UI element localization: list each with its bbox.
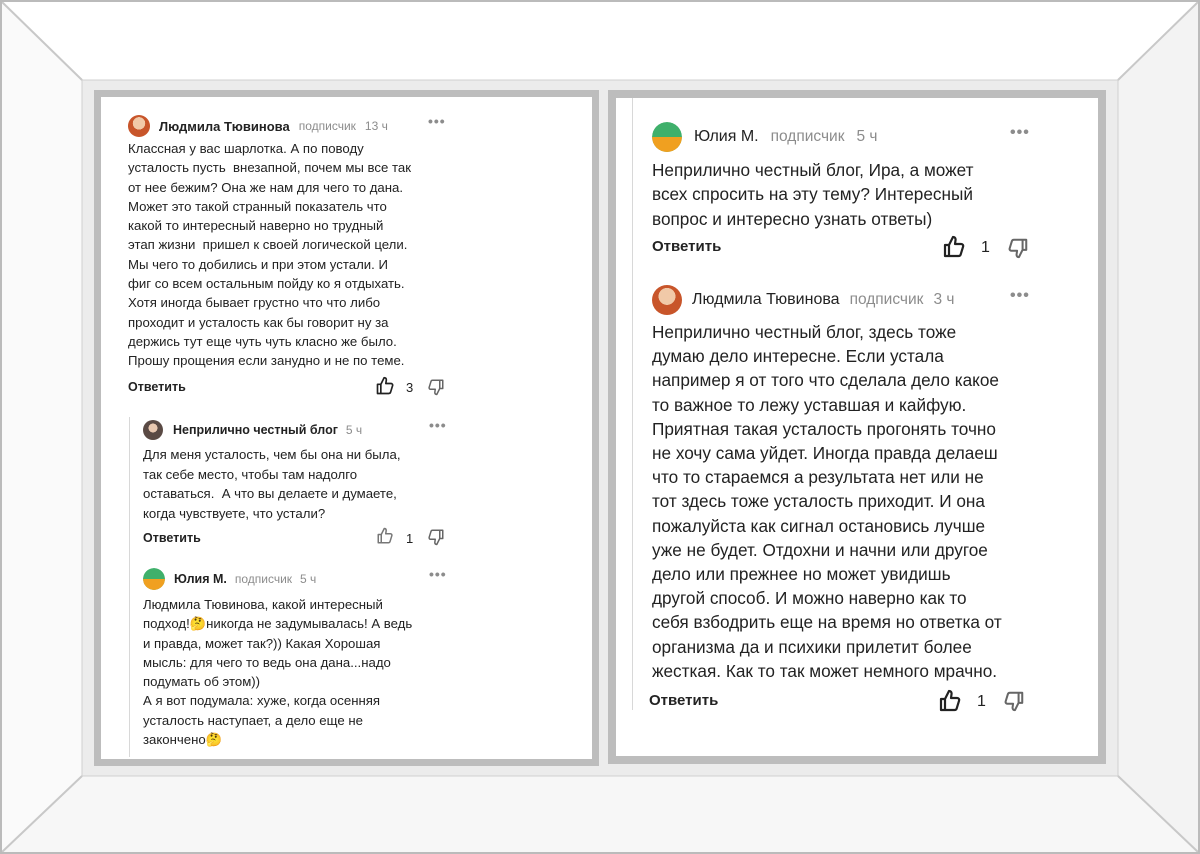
thread-line [129, 417, 130, 757]
subscriber-badge: подписчик [770, 128, 845, 145]
timestamp: 3 ч [933, 291, 955, 308]
comment [128, 113, 588, 369]
right-panel [616, 98, 1098, 756]
comment-text: Для меня усталость, чем бы она ни была, так себе место, чтобы там надолго оставаться. А что вы делаете и думаете, когда чувствуете, что устали? [143, 447, 401, 521]
more-icon[interactable]: ••• [428, 113, 446, 129]
like-count: 3 [406, 380, 414, 395]
comment-text: Классная у вас шарлотка. А по поводу усталость пусть внезапной, почем мы все так от нее бежим? Она же нам для чего то дана. Может это такой странный показатель что какой то интересный наверно но трудный этап жизни пришел к своей логической цели. Мы чего то добились и при этом устали. И фиг со всем остальным пойду ко я отдыхать. Хотя иногда бывает грустно что что либо проходит и усталость как бы говорит ну за держись тут еще чуть чуть класно же было. Прошу прощения если занудно и не по теме. [128, 141, 411, 369]
like-icon[interactable] [376, 527, 394, 545]
left-panel [101, 97, 592, 759]
timestamp: 5 ч [345, 423, 363, 437]
comment-text: Неприлично честный блог, здесь тоже думаю дело интересне. Если устала например я от того что сделала дело какое то важное то лежу уставшая и кайфую. Приятная такая усталость прогонять точно не хочу сама уйдет. Иногда правда делаеш что то стараемся а результата нет или не тот здесь тоже усталость приходит. И она пожалуйста как сигнал остановись лучше уже не будет. Отдохни и начни или другое дело или прежнее но может увидишь другой способ. И можно наверно как то себя взбодрить еще на время но ответка от организма да и психики прилетит более жесткая. Как то так может немного мрачно. [652, 322, 1002, 681]
timestamp: 13 ч [364, 119, 388, 133]
reply-button[interactable]: Ответить [649, 692, 719, 709]
comment [143, 417, 583, 521]
like-icon[interactable] [375, 376, 395, 396]
like-count: 1 [981, 239, 990, 256]
avatar[interactable] [143, 420, 163, 440]
like-count: 1 [406, 531, 414, 546]
like-icon[interactable] [942, 235, 966, 259]
author-name[interactable]: Юлия М. [174, 572, 227, 586]
reply-button[interactable]: Ответить [143, 531, 201, 545]
more-icon[interactable]: ••• [1010, 287, 1030, 304]
like-icon[interactable] [938, 689, 962, 713]
avatar[interactable] [143, 568, 165, 590]
comment [652, 122, 1092, 229]
author-name[interactable]: Людмила Тювинова [159, 118, 290, 134]
avatar[interactable] [652, 285, 682, 315]
avatar[interactable] [128, 115, 150, 137]
comment [143, 566, 583, 748]
thread-line [632, 98, 633, 710]
author-name[interactable]: Юлия М. [694, 128, 759, 145]
timestamp: 5 ч [300, 572, 317, 586]
comment [652, 285, 1092, 681]
dislike-icon[interactable] [1003, 690, 1025, 712]
author-name[interactable]: Неприлично честный блог [173, 423, 338, 437]
dislike-icon[interactable] [427, 378, 445, 396]
reply-button[interactable]: Ответить [652, 238, 722, 255]
comment-text: Людмила Тювинова, какой интересный подход!🤔никогда не задумывалась! А ведь и правда, может так?)) Какая Хорошая мысль: для чего то ведь она дана...надо подумать об этом)) А я вот подумала: хуже, когда осенняя усталость наступает, а дело еще не закончено🤔 [143, 597, 413, 748]
dislike-icon[interactable] [1007, 237, 1029, 259]
subscriber-badge: подписчик [849, 291, 924, 308]
subscriber-badge: подписчик [298, 119, 356, 133]
avatar[interactable] [652, 122, 682, 152]
more-icon[interactable]: ••• [429, 566, 447, 582]
subscriber-badge: подписчик [234, 572, 293, 586]
more-icon[interactable]: ••• [429, 417, 447, 433]
reply-button[interactable]: Ответить [128, 380, 186, 394]
timestamp: 5 ч [856, 128, 878, 145]
author-name[interactable]: Людмила Тювинова [692, 291, 840, 308]
comment-text: Неприлично честный блог, Ира, а может всех спросить на эту тему? Интересный вопрос и интересно узнать ответы) [652, 160, 974, 229]
more-icon[interactable]: ••• [1010, 124, 1030, 141]
dislike-icon[interactable] [427, 528, 445, 546]
like-count: 1 [977, 693, 986, 710]
